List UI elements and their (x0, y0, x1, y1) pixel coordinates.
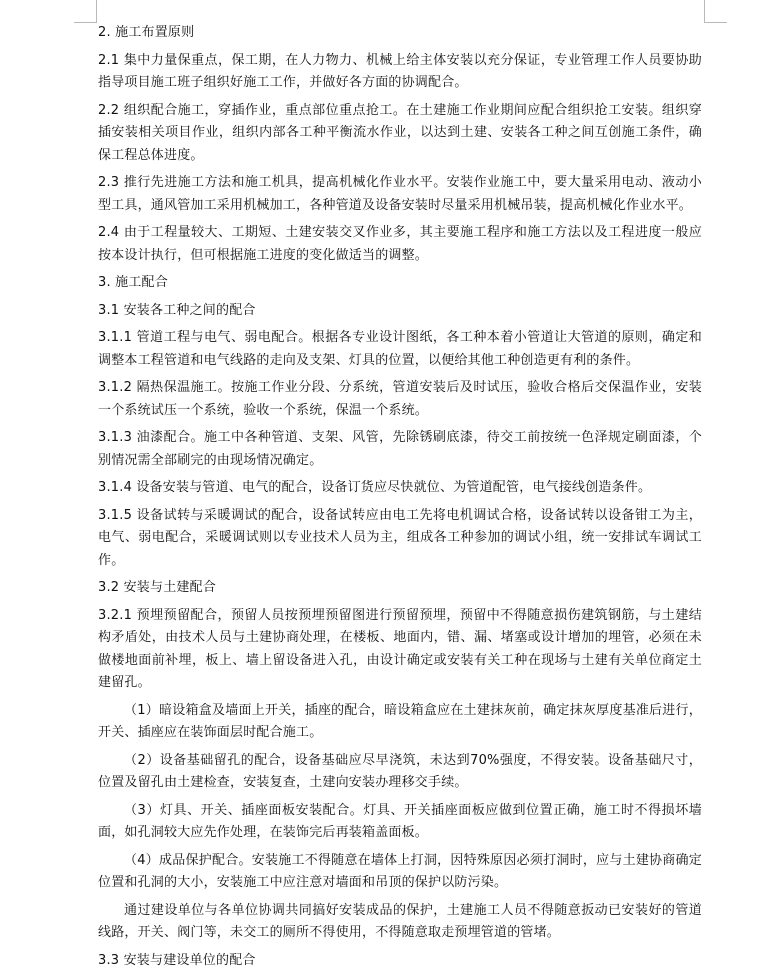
section-heading-2: 2. 施工布置原则 (98, 25, 195, 40)
paragraph-3-1-4: 3.1.4 设备安装与管道、电气的配合，设备订货应尽快就位、为管道配管，电气接线创造条件。 (98, 480, 652, 495)
paragraph-2-3: 2.3 推行先进施工方法和施工机具，提高机械化作业水平。安装作业施工中，要大量采用电动、液动小型工具，通风管加工采用机械加工，各种管道及设备安装时尽量采用机械吊装，提高机械化作业水平。 (98, 175, 702, 213)
subsection-heading-3-2: 3.2 安装与土建配合 (98, 580, 217, 595)
paragraph-2-1: 2.1 集中力量保重点，保工期，在人力物力、机械上给主体安装以充分保证，专业管理工作人员要协助指导项目施工班子组织好施工工作，并做好各方面的协调配合。 (98, 52, 702, 90)
list-item-4: （4）成品保护配合。安装施工不得随意在墙体上打洞，因特殊原因必须打洞时，应与土建协商确定位置和孔洞的大小，安装施工中应注意对墙面和吊顶的保护以防污染。 (98, 852, 702, 890)
paragraph-3-1-1: 3.1.1 管道工程与电气、弱电配合。根据各专业设计图纸，各工种本着小管道让大管道的原则，确定和调整本工程管道和电气线路的走向及支架、灯具的位置，以便给其他工种创造更有利的条件。 (98, 330, 702, 368)
page-corner-mark-top-left (74, 0, 97, 23)
paragraph-3-1-5: 3.1.5 设备试转与采暖调试的配合，设备试转应由电工先将电机调试合格，设备试转以设备钳工为主，电气、弱电配合，采暖调试则以专业技术人员为主，组成各工种参加的调试小组，统一安排试车调试工作。 (98, 507, 702, 568)
paragraph-3-1-2: 3.1.2 隔热保温施工。按施工作业分段、分系统，管道安装后及时试压，验收合格后交保温作业，安装一个系统试压一个系统，验收一个系统，保温一个系统。 (98, 380, 702, 418)
subsection-heading-3-3: 3.3 安装与建设单位的配合 (98, 952, 256, 968)
paragraph-3-2-1: 3.2.1 预埋预留配合，预留人员按预埋预留图进行预留预埋，预留中不得随意损伤建筑钢筋，与土建结构矛盾处，由技术人员与土建协商处理，在楼板、地面内，错、漏、堵塞或设计增加的埋管，必须在未做楼地面前补埋，板上、墙上留设备进入孔，由设计确定或安装有关工种在现场与土建有关单位商定土建留孔。 (98, 607, 702, 690)
page-corner-mark-top-right (704, 0, 727, 23)
document-body (98, 22, 702, 977)
list-item-3: （3）灯具、开关、插座面板安装配合。灯具、开关插座面板应做到位置正确，施工时不得损坏墙面，如孔洞较大应先作处理，在装饰完后再装箱盖面板。 (98, 802, 702, 840)
section-heading-3: 3. 施工配合 (98, 275, 168, 290)
paragraph-2-4: 2.4 由于工程量较大、工期短、土建安装交叉作业多，其主要施工程序和施工方法以及工程进度一般应按本设计执行，但可根据施工进度的变化做适当的调整。 (98, 225, 702, 263)
subsection-heading-3-1: 3.1 安装各工种之间的配合 (98, 302, 256, 318)
list-item-1: （1）暗设箱盒及墙面上开关，插座的配合，暗设箱盒应在土建抹灰前，确定抹灰厚度基准后进行，开关、插座应在装饰面层时配合施工。 (98, 702, 702, 740)
paragraph-2-2: 2.2 组织配合施工，穿插作业，重点部位重点抢工。在土建施工作业期间应配合组织抢工安装。组织穿插安装相关项目作业，组织内部各工种平衡流水作业，以达到土建、安装各工种之间互创施工条件，确保工程总体进度。 (98, 102, 702, 163)
paragraph-protection-note: 通过建设单位与各单位协调共同搞好安装成品的保护，土建施工人员不得随意扳动已安装好的管道线路，开关、阀门等，未交工的厕所不得使用，不得随意取走预埋管道的管堵。 (98, 902, 702, 940)
list-item-2: （2）设备基础留孔的配合，设备基础应尽早浇筑，未达到70%强度，不得安装。设备基础尺寸，位置及留孔由土建检查，安装复查，土建向安装办理移交手续。 (98, 752, 702, 790)
paragraph-3-1-3: 3.1.3 油漆配合。施工中各种管道、支架、风管，先除锈刷底漆，待交工前按统一色泽规定刷面漆，个别情况需全部刷完的由现场情况确定。 (98, 430, 702, 468)
